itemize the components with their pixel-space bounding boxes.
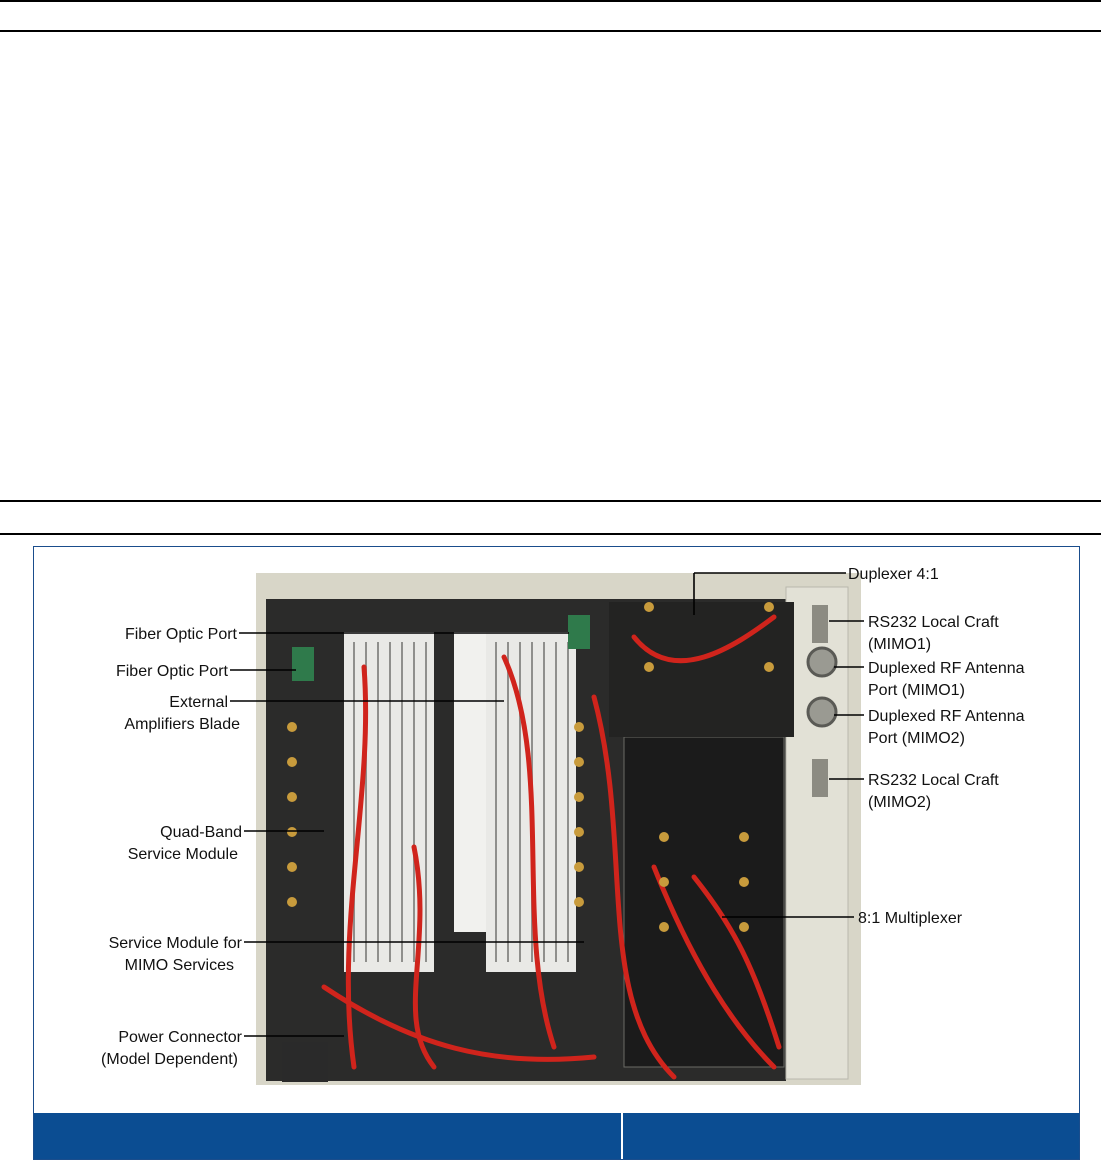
- label-rs232-mimo2-2: (MIMO2): [868, 794, 932, 811]
- caption-divider: [621, 1113, 623, 1159]
- label-external-amplifiers-1: External: [169, 694, 228, 711]
- caption-bar: [34, 1113, 1079, 1159]
- figure-frame: [33, 546, 1080, 1160]
- label-fiber-optic-port-top: Fiber Optic Port: [124, 626, 237, 643]
- top-rule: [0, 0, 1101, 2]
- label-rf-antenna-mimo1-1: Duplexed RF Antenna: [868, 660, 1025, 677]
- label-rs232-mimo2-1: RS232 Local Craft: [868, 772, 999, 789]
- label-external-amplifiers-2: Amplifiers Blade: [124, 716, 240, 733]
- section-rule-top: [0, 500, 1101, 502]
- label-mimo-service-module-2: MIMO Services: [124, 957, 234, 974]
- label-rs232-mimo1-2: (MIMO1): [868, 636, 932, 653]
- label-quad-band-1: Quad-Band: [160, 824, 242, 841]
- label-duplexer: Duplexer 4:1: [848, 566, 939, 583]
- label-rf-antenna-mimo1-2: Port (MIMO1): [868, 682, 965, 699]
- label-power-connector-1: Power Connector: [118, 1029, 242, 1046]
- label-power-connector-2: (Model Dependent): [101, 1051, 238, 1068]
- label-rs232-mimo1-1: RS232 Local Craft: [868, 614, 999, 631]
- label-fiber-optic-port-left: Fiber Optic Port: [115, 663, 228, 680]
- enclosure-photo: [256, 573, 861, 1085]
- label-mimo-service-module-1: Service Module for: [108, 935, 242, 952]
- label-multiplexer: 8:1 Multiplexer: [858, 910, 963, 927]
- label-quad-band-2: Service Module: [127, 846, 238, 863]
- header-rule: [0, 30, 1101, 32]
- label-rf-antenna-mimo2-2: Port (MIMO2): [868, 730, 965, 747]
- section-rule-bottom: [0, 533, 1101, 535]
- equipment-photo: [34, 547, 1079, 1113]
- label-rf-antenna-mimo2-1: Duplexed RF Antenna: [868, 708, 1025, 725]
